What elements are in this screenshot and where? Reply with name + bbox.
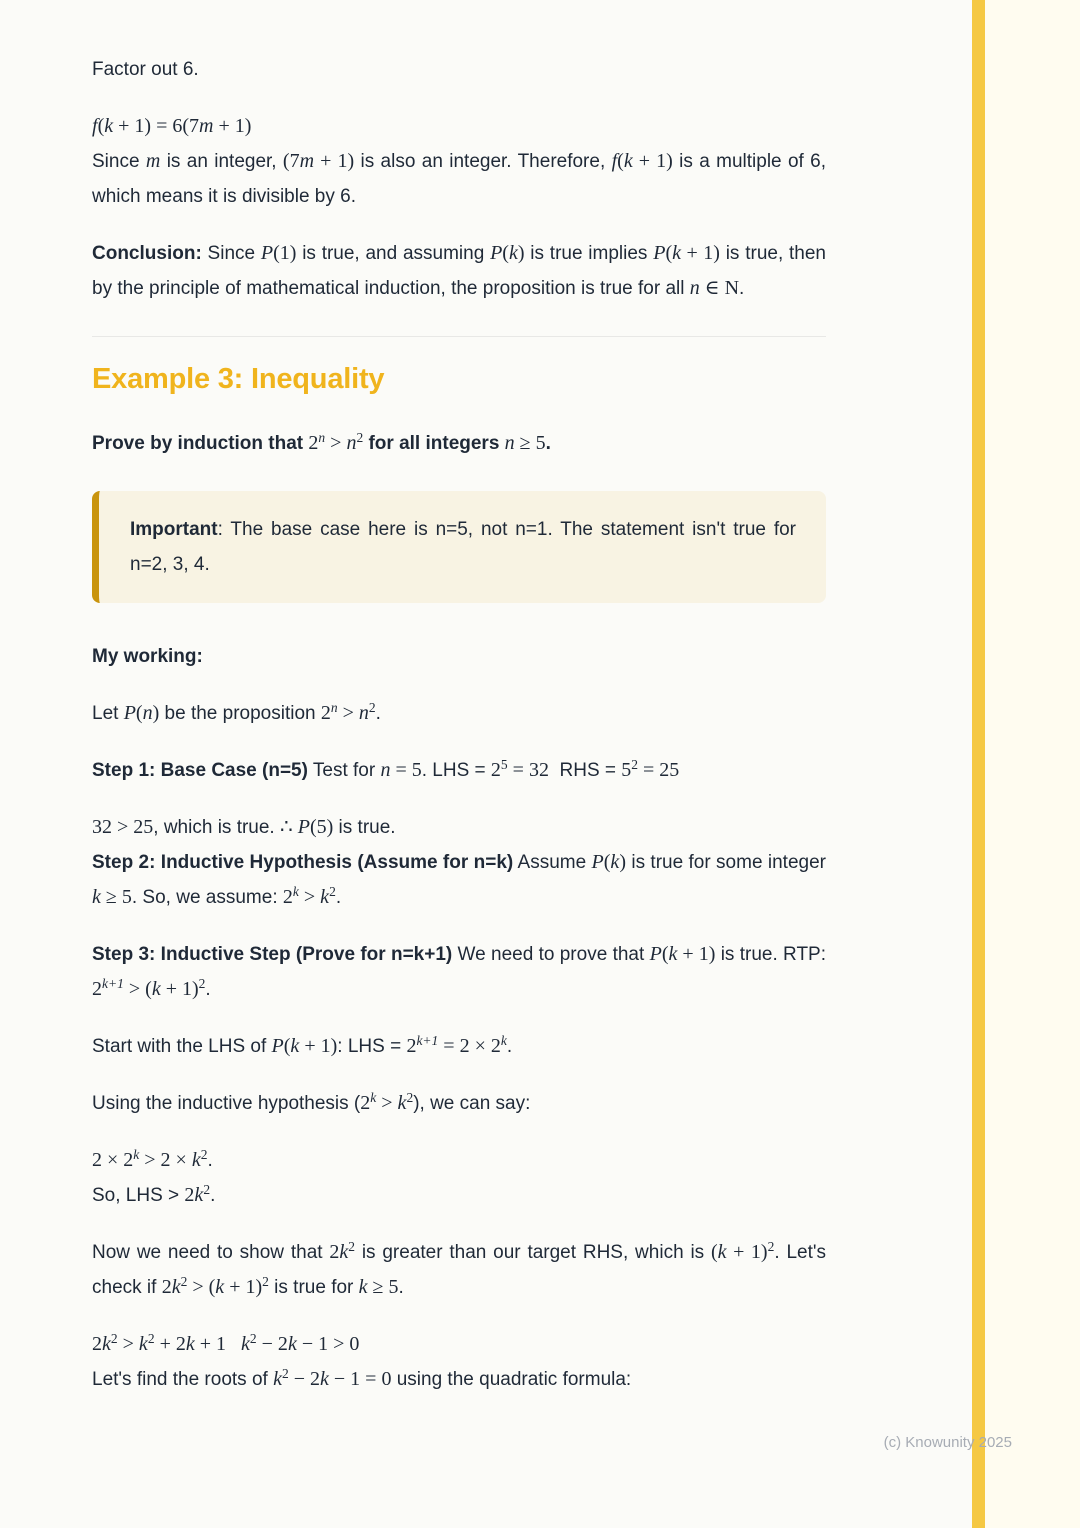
text-segment: f <box>611 150 618 172</box>
text-segment: n <box>689 277 700 299</box>
text-segment: k <box>320 886 330 908</box>
text-segment: k <box>339 1241 349 1263</box>
text-segment: 5 <box>621 759 632 781</box>
text-segment: . <box>545 433 551 454</box>
text-segment: . <box>210 1185 216 1206</box>
text-segment: + 1 <box>194 1333 242 1355</box>
text-segment: Step 3: Inductive Step (Prove for n=k+1) <box>92 944 453 965</box>
paragraph-divisibility-result <box>92 109 826 214</box>
text-segment: is true, then by the principle of mathematical induction, the proposition is true for all <box>92 243 826 299</box>
text-segment: ) <box>517 242 525 264</box>
text-segment: = 32 <box>507 759 549 781</box>
text-segment: ∈ N <box>699 277 740 299</box>
text-segment: So, LHS > <box>92 1185 185 1206</box>
text-segment: > <box>337 702 359 724</box>
text-segment: m <box>299 150 315 172</box>
text-segment: > 2 × <box>139 1149 192 1171</box>
text-segment: ≥ 5 <box>100 886 132 908</box>
text-segment: 2 <box>200 1147 208 1162</box>
text-segment: . Let's check if <box>92 1242 826 1298</box>
text-segment: + 2 <box>154 1333 186 1355</box>
text-segment: 2 <box>110 1331 118 1346</box>
text-segment: n <box>330 700 338 715</box>
text-segment: n <box>380 759 391 781</box>
text-segment: P <box>297 816 310 838</box>
text-segment: ( <box>711 1241 718 1263</box>
text-segment: 2 <box>92 1333 102 1355</box>
text-segment: + 1) <box>224 1276 263 1298</box>
text-segment: k <box>292 884 299 899</box>
text-segment: 2 <box>262 1274 269 1289</box>
text-segment: k <box>320 1368 329 1390</box>
text-segment: k <box>287 1333 297 1355</box>
text-segment: k <box>370 1090 377 1105</box>
text-segment: 2 <box>198 976 206 991</box>
text-segment: + 1) <box>299 1035 338 1057</box>
text-segment: − 1 > 0 <box>296 1333 360 1355</box>
text-segment: = 5 <box>390 759 422 781</box>
text-segment: > <box>376 1092 398 1114</box>
text-segment: f <box>92 115 98 137</box>
paragraph-my-working <box>92 639 826 674</box>
text-segment: is true. RTP: <box>715 944 826 965</box>
text-segment: + 1) <box>314 150 355 172</box>
paragraph-use-hypothesis <box>92 1086 826 1121</box>
text-segment: 2 <box>308 432 319 454</box>
text-segment: > ( <box>187 1276 216 1298</box>
text-segment: + 1) <box>213 115 252 137</box>
text-segment: + 1) <box>726 1241 768 1263</box>
paragraph-inequality-chain <box>92 1143 826 1213</box>
text-segment: m <box>199 115 214 137</box>
text-segment: k <box>215 1276 225 1298</box>
copyright-footer: (c) Knowunity 2025 <box>883 1434 1012 1451</box>
text-segment: is true. <box>333 817 396 838</box>
text-segment: P <box>591 851 604 873</box>
text-segment: 2 <box>348 1239 355 1254</box>
text-segment: 2 <box>249 1331 257 1346</box>
text-segment: 2 <box>147 1331 155 1346</box>
text-segment: P <box>490 242 503 264</box>
text-segment: n <box>142 702 153 724</box>
text-segment: > ( <box>123 978 152 1000</box>
text-segment: k+1 <box>102 976 124 991</box>
text-segment: . <box>207 1150 213 1171</box>
paragraph-step1 <box>92 753 826 788</box>
text-segment: . <box>205 979 211 1000</box>
text-segment: 2 <box>203 1182 211 1197</box>
text-segment: ( <box>502 242 509 264</box>
text-segment: 2 <box>767 1239 775 1254</box>
text-segment: ) <box>619 851 626 873</box>
text-segment: . LHS = <box>421 760 491 781</box>
text-segment: ( <box>603 851 611 873</box>
text-segment: is true, and assuming <box>296 243 491 264</box>
text-segment: − 2 <box>288 1368 320 1390</box>
paragraph-conclusion <box>92 236 826 306</box>
text-segment: 2 <box>184 1184 195 1206</box>
text-segment: 2 <box>329 1241 340 1263</box>
text-segment: . <box>739 278 745 299</box>
text-segment: + 1) <box>681 242 720 264</box>
text-segment: k+1 <box>416 1033 439 1048</box>
text-segment: k <box>102 1333 111 1355</box>
section-heading: Example 3: Inequality <box>92 363 385 395</box>
text-segment: 5 <box>500 757 508 772</box>
text-segment: . So, we assume: <box>131 887 283 908</box>
text-segment: k <box>92 886 101 908</box>
text-segment: n <box>318 430 326 445</box>
text-segment: ( <box>135 702 143 724</box>
text-segment: 2 <box>281 1366 289 1381</box>
text-segment: > <box>298 886 321 908</box>
text-segment: 2 <box>490 759 501 781</box>
text-segment: : The base case here is n=5, not n=1. The statement isn't true for n=2, 3, 4. <box>130 519 796 575</box>
text-segment: 2 × 2 <box>92 1149 134 1171</box>
text-segment: k <box>668 943 678 965</box>
text-segment: k <box>171 1276 181 1298</box>
paragraph-factor-out <box>92 52 826 87</box>
text-segment: 2 <box>180 1274 188 1289</box>
text-segment: My working: <box>92 646 203 667</box>
text-segment: ( <box>617 150 624 172</box>
text-segment: k <box>273 1368 282 1390</box>
text-segment: − 1 = 0 <box>328 1368 392 1390</box>
text-segment: using the quadratic formula: <box>391 1369 632 1390</box>
text-segment: k <box>508 242 518 264</box>
text-segment: Test for <box>307 760 381 781</box>
text-segment: ) <box>152 702 160 724</box>
text-segment: Assume <box>513 852 592 873</box>
text-segment: k <box>151 978 161 1000</box>
text-segment: + 1) <box>632 150 673 172</box>
text-segment: k <box>610 851 620 873</box>
text-segment: > <box>325 432 347 454</box>
text-segment: . <box>375 703 381 724</box>
text-segment: 2 <box>92 978 102 1000</box>
text-segment: is true implies <box>524 243 654 264</box>
text-segment: P <box>271 1035 284 1057</box>
text-segment: ( <box>283 1035 291 1057</box>
text-segment: k <box>133 1147 140 1162</box>
text-segment: (7 <box>282 150 300 172</box>
important-callout <box>92 491 826 603</box>
text-segment: − 2 <box>256 1333 288 1355</box>
text-segment: Let <box>92 703 124 724</box>
paragraph-problem-statement <box>92 426 826 461</box>
text-segment: Now we need to show that <box>92 1242 330 1263</box>
text-segment: 2 <box>360 1092 371 1114</box>
text-segment: P <box>649 943 662 965</box>
text-segment: n <box>346 432 357 454</box>
text-segment: We need to prove that <box>452 944 650 965</box>
text-segment: P <box>260 242 274 264</box>
text-segment: n <box>358 702 369 724</box>
paragraph-quadratic <box>92 1327 826 1397</box>
text-segment: 2 <box>406 1035 417 1057</box>
text-segment: 2 <box>161 1276 172 1298</box>
text-segment: 2 <box>282 886 293 908</box>
text-segment: : LHS = <box>337 1036 407 1057</box>
text-segment: Important <box>130 519 218 540</box>
text-segment: is true for some integer <box>625 852 826 873</box>
text-segment: (1) <box>273 242 297 264</box>
text-segment: 2 <box>631 757 639 772</box>
text-segment: m <box>145 150 161 172</box>
text-segment: 2 <box>329 884 336 899</box>
text-segment: ≥ 5 <box>367 1276 399 1298</box>
text-segment: RHS = <box>548 760 622 781</box>
text-segment: Start with the LHS of <box>92 1036 272 1057</box>
text-segment: + 1) <box>677 943 716 965</box>
text-segment: k <box>717 1241 727 1263</box>
text-segment: . <box>335 887 342 908</box>
text-segment: is a multiple of 6, which means it is divisible by 6. <box>92 151 827 207</box>
section-divider <box>92 336 826 337</box>
text-segment: . <box>506 1036 513 1057</box>
text-segment: = 25 <box>638 759 680 781</box>
text-segment: n <box>504 432 515 454</box>
text-segment: ∴ <box>280 816 298 838</box>
text-segment: k <box>672 242 681 264</box>
text-segment: ≥ 5 <box>514 432 546 454</box>
paragraph-target-rhs <box>92 1235 826 1305</box>
text-segment: k <box>623 150 633 172</box>
text-segment: is an integer, <box>160 151 283 172</box>
text-segment: Factor out 6. <box>92 59 199 80</box>
text-segment: is greater than our target RHS, which is <box>355 1242 711 1263</box>
paragraph-step3 <box>92 937 826 1007</box>
text-segment: + 1) = 6(7 <box>113 115 200 137</box>
text-segment: . <box>398 1277 404 1298</box>
text-segment: be the proposition <box>159 703 321 724</box>
text-segment: 2 <box>406 1090 414 1105</box>
text-segment: (5) <box>309 816 334 838</box>
text-segment: Using the inductive hypothesis ( <box>92 1093 361 1114</box>
text-segment: k <box>397 1092 407 1114</box>
text-segment: 32 > 25 <box>92 816 154 838</box>
paragraph-step2 <box>92 810 826 915</box>
text-segment: Let's find the roots of <box>92 1369 274 1390</box>
text-segment: Prove by induction that <box>92 433 309 454</box>
text-segment: 2 <box>356 430 364 445</box>
text-segment: > <box>117 1333 139 1355</box>
paragraph-lhs-start <box>92 1029 826 1064</box>
text-segment: Step 2: Inductive Hypothesis (Assume for n=k) <box>92 852 514 873</box>
text-segment: k <box>290 1035 300 1057</box>
text-segment: P <box>653 242 666 264</box>
text-segment: k <box>185 1333 195 1355</box>
text-segment: k <box>194 1184 204 1206</box>
text-segment: k <box>191 1149 201 1171</box>
text-segment: Since <box>201 243 261 264</box>
text-segment: + 1) <box>160 978 199 1000</box>
text-segment: is also an integer. Therefore, <box>354 151 612 172</box>
text-segment: 2 <box>320 702 331 724</box>
text-segment: = 2 × 2 <box>438 1035 501 1057</box>
text-segment: Conclusion: <box>92 243 202 264</box>
text-segment: k <box>358 1276 368 1298</box>
text-segment: ( <box>97 115 105 137</box>
text-segment: k <box>104 115 114 137</box>
paragraph-proposition <box>92 696 826 731</box>
text-segment: k <box>500 1033 507 1048</box>
text-segment: ( <box>665 242 673 264</box>
text-segment: Step 1: Base Case (n=5) <box>92 760 308 781</box>
text-segment: ( <box>661 943 669 965</box>
text-segment: Since <box>92 151 146 172</box>
text-segment: P <box>123 702 136 724</box>
text-segment: is true for <box>268 1277 359 1298</box>
text-segment: ), we can say: <box>413 1093 531 1114</box>
text-segment: for all integers <box>363 433 505 454</box>
text-segment: k <box>241 1333 250 1355</box>
text-segment: k <box>138 1333 148 1355</box>
text-segment: , which is true. <box>153 817 280 838</box>
text-segment: 2 <box>368 700 376 715</box>
